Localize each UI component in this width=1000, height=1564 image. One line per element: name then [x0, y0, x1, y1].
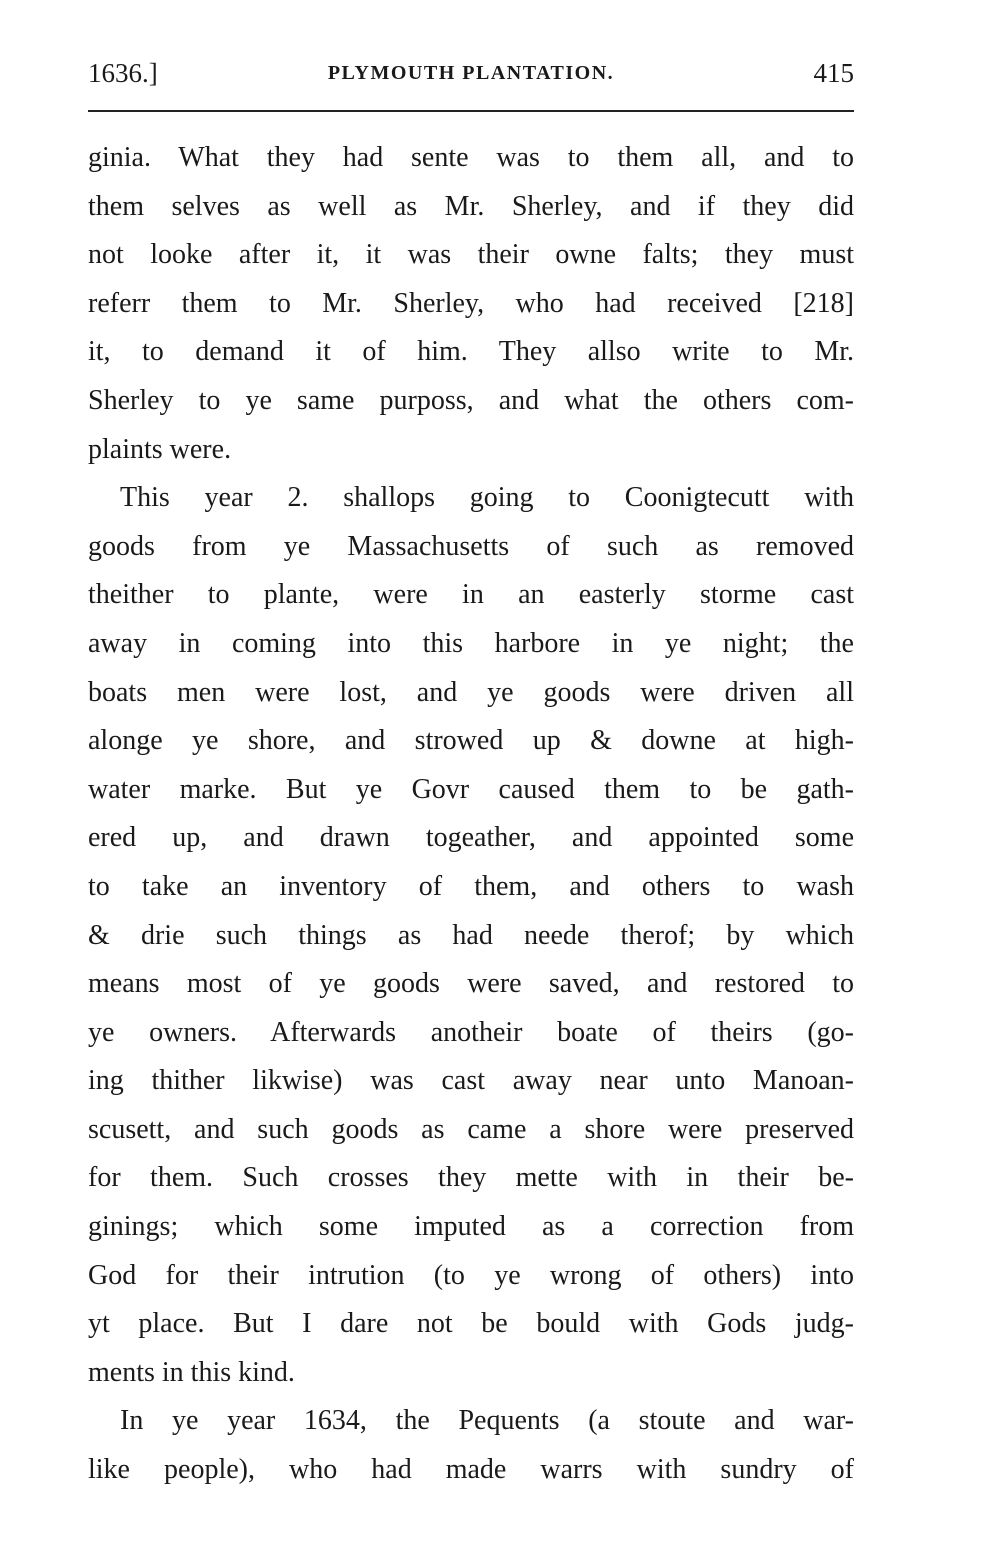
body-text: [88, 134, 854, 1495]
text-line: & drie such things as had neede therof; by which: [88, 919, 854, 951]
text-line: ing thither likwise) was cast away near unto Manoan-: [88, 1065, 854, 1097]
text-line: boats men were lost, and ye goods were driven all: [88, 676, 854, 708]
text-line: ye owners. Afterwards anotheir boate of theirs (go-: [88, 1016, 854, 1048]
text-line: In ye year 1634, the Pequents (a stoute and war-: [120, 1405, 854, 1437]
text-line: ginings; which some imputed as a correction from: [88, 1211, 854, 1243]
header-rule: [88, 110, 854, 112]
text-line: them selves as well as Mr. Sherley, and if they did: [88, 190, 854, 222]
text-line: like people), who had made warrs with sundry of: [88, 1454, 854, 1486]
text-line: ginia. What they had sente was to them all, and to: [88, 142, 854, 173]
text-line: it, to demand it of him. They allso write to Mr.: [88, 336, 854, 368]
text-line: yt place. But I dare not be bould with Gods judg-: [88, 1308, 854, 1340]
page-number: 415: [813, 58, 854, 88]
text-line: ments in this kind.: [88, 1356, 295, 1388]
text-line: alonge ye shore, and strowed up & downe at high-: [88, 725, 854, 757]
text-line: for them. Such crosses they mette with in their be-: [88, 1162, 854, 1194]
text-line: away in coming into this harbore in ye night; the: [88, 627, 854, 659]
text-line: referr them to Mr. Sherley, who had received [218]: [88, 287, 854, 319]
text-line: ered up, and drawn togeather, and appointed some: [88, 822, 854, 854]
header-title: PLYMOUTH PLANTATION.: [327, 62, 615, 84]
text-line: plaints were.: [88, 433, 232, 465]
header-year: 1636.]: [88, 58, 158, 88]
text-line: This year 2. shallops going to Coonigtecutt with: [120, 482, 854, 514]
text-line: not looke after it, it was their owne falts; they must: [88, 239, 854, 271]
text-line: means most of ye goods were saved, and restored to: [88, 968, 854, 1000]
running-header: [88, 58, 854, 94]
text-line: Sherley to ye same purposs, and what the others com-: [88, 384, 854, 416]
text-line: scusett, and such goods as came a shore were preserved: [88, 1113, 854, 1145]
text-line: to take an inventory of them, and others to wash: [88, 870, 854, 902]
text-line: theither to plante, were in an easterly storme cast: [88, 579, 854, 611]
text-line: God for their intrution (to ye wrong of others) into: [88, 1259, 854, 1291]
text-line: water marke. But ye Govr caused them to be gath-: [88, 773, 854, 805]
text-line: goods from ye Massachusetts of such as removed: [88, 530, 854, 562]
